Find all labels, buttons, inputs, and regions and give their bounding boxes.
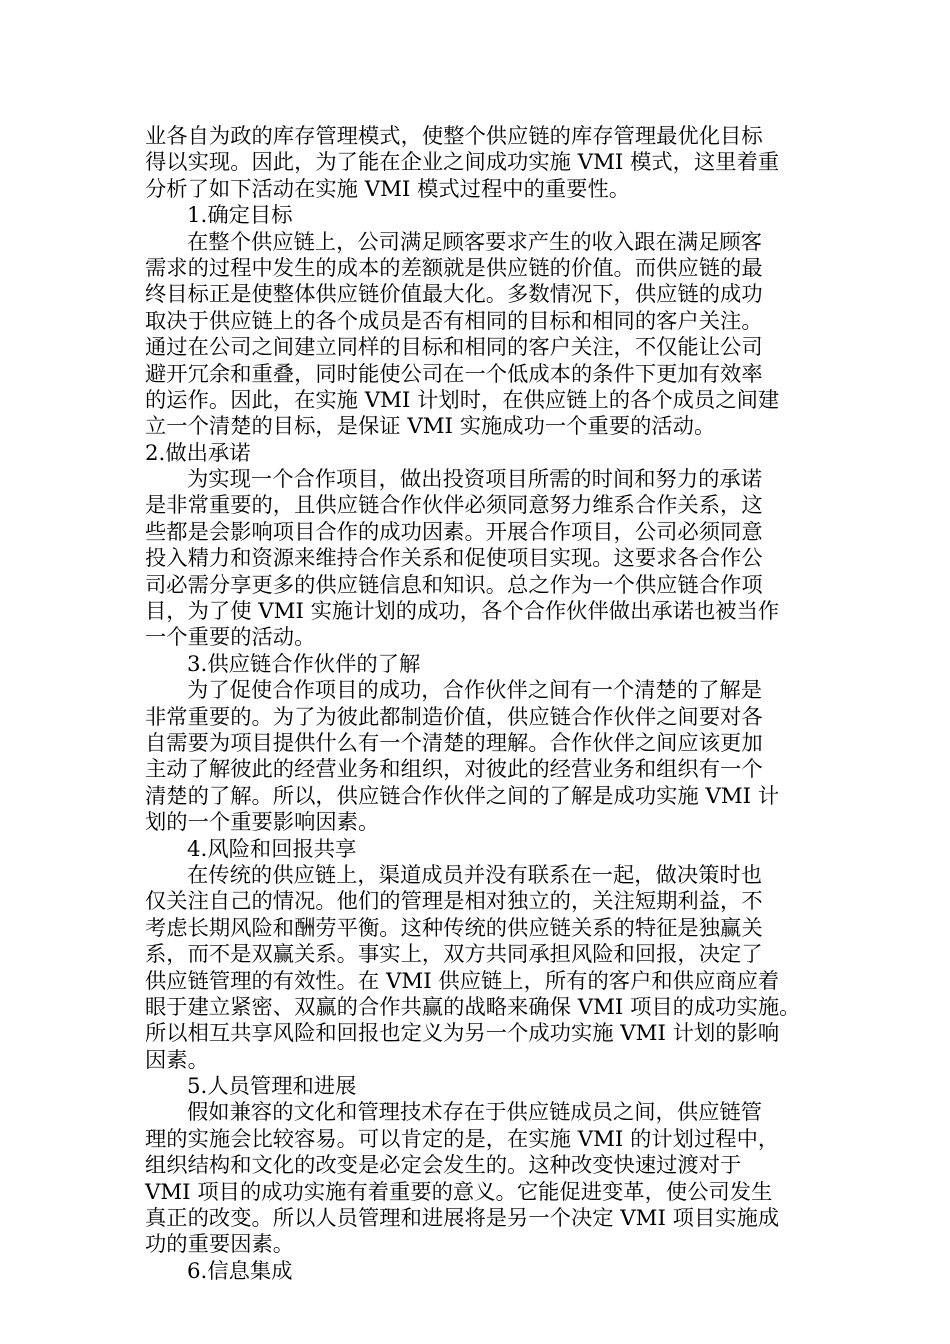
text-line: 在整个供应链上，公司满足顾客要求产生的收入跟在满足顾客: [187, 229, 763, 255]
text-line: 自需要为项目提供什么有一个清楚的理解。合作伙伴之间应该更加: [145, 730, 763, 756]
text-line: 因素。: [145, 1047, 209, 1073]
text-line: 业各自为政的库存管理模式，使整个供应链的库存管理最优化目标: [145, 124, 763, 149]
text-line: 些都是会影响项目合作的成功因素。开展合作项目，公司必须同意: [145, 519, 763, 545]
document-body: [145, 124, 805, 1285]
text-line: 需求的过程中发生的成本的差额就是供应链的价值。而供应链的最: [145, 255, 763, 281]
text-line: 仅关注自己的情况。他们的管理是相对独立的，关注短期利益，不: [145, 889, 763, 915]
text-line: 清楚的了解。所以，供应链合作伙伴之间的了解是成功实施 VMI 计: [145, 783, 780, 809]
text-line: 供应链管理的有效性。在 VMI 供应链上，所有的客户和供应商应着: [145, 968, 780, 994]
text-line: 6.信息集成: [187, 1258, 293, 1284]
text-line: 3.供应链合作伙伴的了解: [187, 651, 421, 677]
text-line: 分析了如下活动在实施 VMI 模式过程中的重要性。: [145, 176, 631, 202]
text-line: 是非常重要的，且供应链合作伙伴必须同意努力维系合作关系，这: [145, 493, 763, 519]
text-line: 功的重要因素。: [145, 1232, 295, 1258]
text-line: 一个重要的活动。: [145, 625, 316, 651]
text-line: 划的一个重要影响因素。: [145, 810, 380, 836]
text-line: 真正的改变。所以人员管理和进展将是另一个决定 VMI 项目实施成: [145, 1206, 780, 1232]
text-line: VMI 项目的成功实施有着重要的意义。它能促进变革，使公司发生: [145, 1179, 773, 1205]
text-line: 在传统的供应链上，渠道成员并没有联系在一起，做决策时也: [187, 862, 763, 888]
text-line: 终目标正是使整体供应链价值最大化。多数情况下，供应链的成功: [145, 282, 763, 308]
text-line: 为实现一个合作项目，做出投资项目所需的时间和努力的承诺: [187, 467, 763, 493]
text-line: 司必需分享更多的供应链信息和知识。总之作为一个供应链合作项: [145, 572, 763, 598]
text-line: 取决于供应链上的各个成员是否有相同的目标和相同的客户关注。: [145, 308, 763, 334]
text-line: 目，为了使 VMI 实施计划的成功，各个合作伙伴做出承诺也被当作: [145, 599, 780, 625]
text-line: 假如兼容的文化和管理技术存在于供应链成员之间，供应链管: [187, 1100, 763, 1126]
text-line: 组织结构和文化的改变是必定会发生的。这种改变快速过渡对于: [145, 1153, 742, 1179]
text-line: 立一个清楚的目标，是保证 VMI 实施成功一个重要的活动。: [145, 414, 716, 440]
text-line: 非常重要的。为了为彼此都制造价值，供应链合作伙伴之间要对各: [145, 704, 763, 730]
text-line: 得以实现。因此，为了能在企业之间成功实施 VMI 模式，这里着重: [145, 150, 780, 176]
text-line: 考虑长期风险和酬劳平衡。这种传统的供应链关系的特征是独赢关: [145, 915, 763, 941]
text-line: 2.做出承诺: [145, 440, 251, 466]
text-line: 1.确定目标: [187, 203, 293, 229]
text-line: 主动了解彼此的经营业务和组织，对彼此的经营业务和组织有一个: [145, 757, 763, 783]
text-line: 避开冗余和重叠，同时能使公司在一个低成本的条件下更加有效率: [145, 361, 763, 387]
text-line: 眼于建立紧密、双赢的合作共赢的战略来确保 VMI 项目的成功实施。: [145, 994, 801, 1020]
text-line: 4.风险和回报共享: [187, 836, 357, 862]
text-line: 为了促使合作项目的成功，合作伙伴之间有一个清楚的了解是: [187, 678, 763, 704]
text-line: 的运作。因此，在实施 VMI 计划时，在供应链上的各个成员之间建: [145, 387, 780, 413]
text-line: 通过在公司之间建立同样的目标和相同的客户关注，不仅能让公司: [145, 335, 763, 361]
text-line: 理的实施会比较容易。可以肯定的是，在实施 VMI 的计划过程中，: [145, 1126, 780, 1152]
text-line: 系，而不是双赢关系。事实上，双方共同承担风险和回报，决定了: [145, 942, 763, 968]
text-line: 投入精力和资源来维持合作关系和促使项目实现。这要求各合作公: [145, 546, 763, 572]
text-line: 5.人员管理和进展: [187, 1074, 357, 1100]
text-line: 所以相互共享风险和回报也定义为另一个成功实施 VMI 计划的影响: [145, 1021, 780, 1047]
